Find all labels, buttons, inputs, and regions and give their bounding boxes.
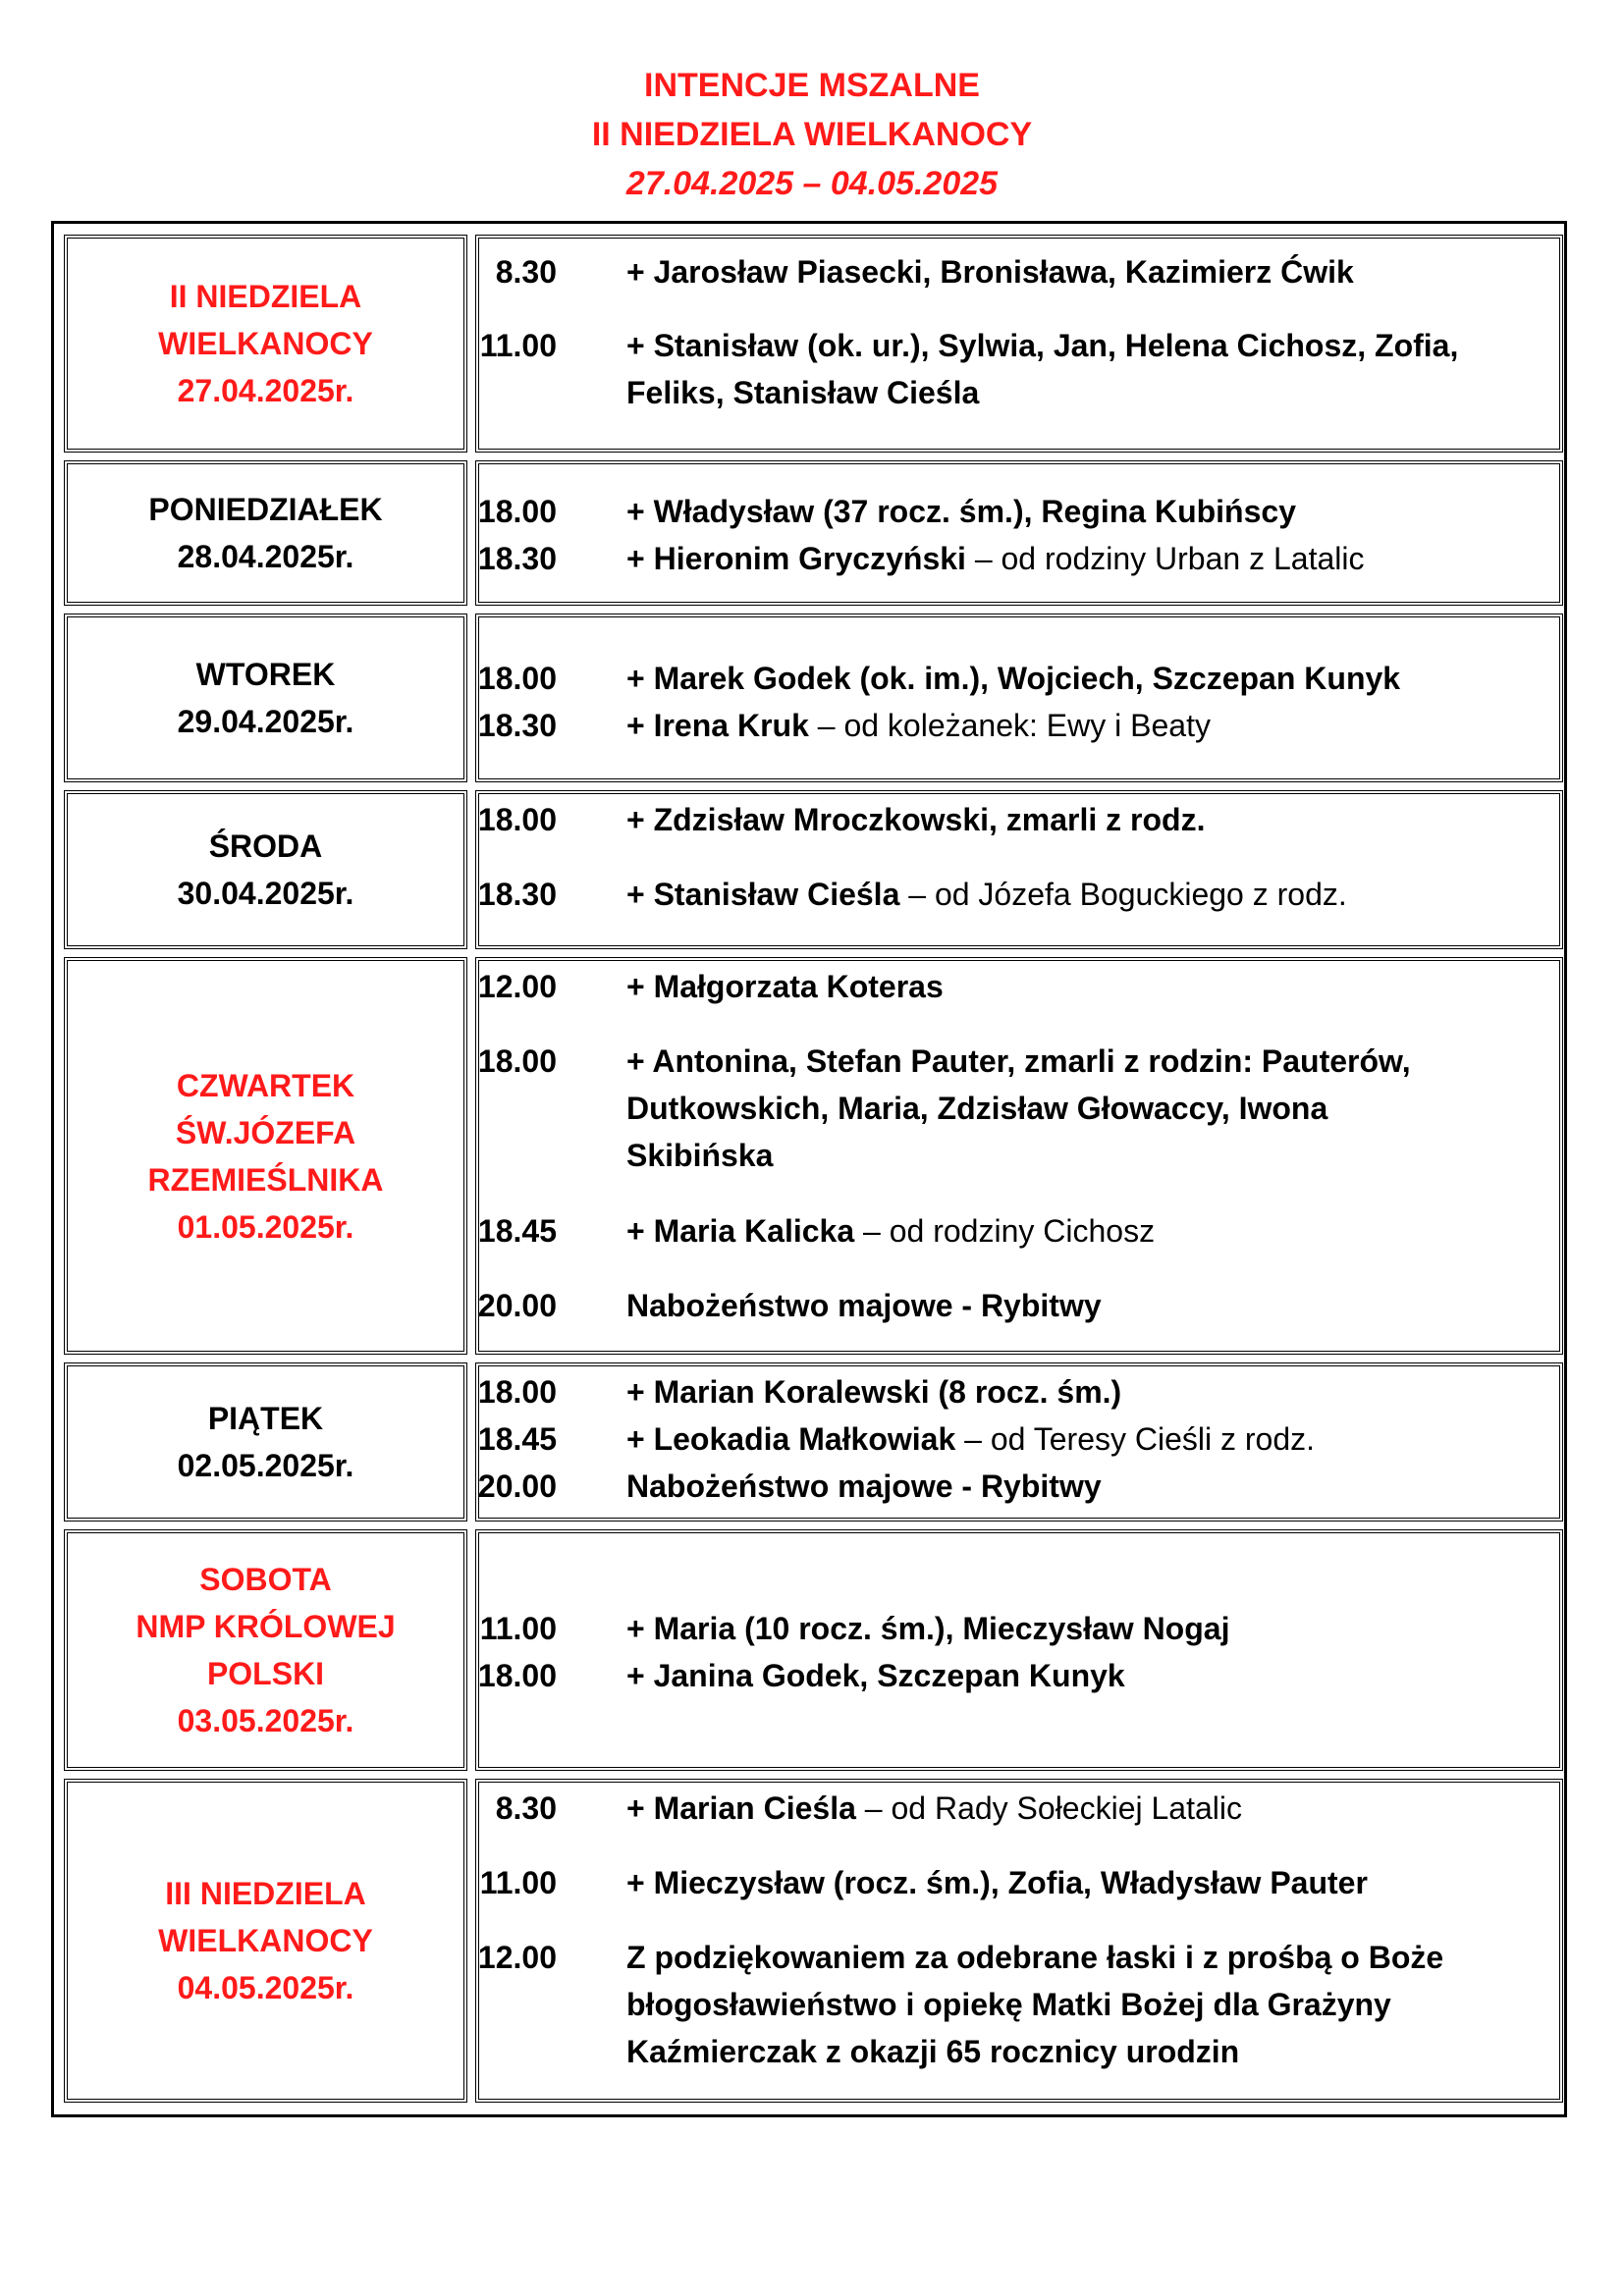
day-label-cell	[64, 1779, 467, 2103]
day-label	[148, 1062, 384, 1251]
day-label	[178, 651, 354, 745]
mass-time: 18.00	[477, 1374, 557, 1410]
day-label-line: WIELKANOCY	[158, 326, 373, 361]
mass-intention	[626, 1207, 1549, 1255]
intention-main: + Hieronim Gryczyński	[626, 541, 966, 576]
mass-time: 18.00	[477, 494, 557, 529]
mass-intention	[626, 1463, 1549, 1510]
day-label-line: PIĄTEK	[207, 1401, 324, 1436]
day-label	[148, 486, 382, 580]
intention-main: + Mieczysław (rocz. śm.), Zofia, Władysław Pauter	[626, 1865, 1368, 1900]
day-label	[158, 273, 373, 414]
mass-intentions-cell	[475, 1529, 1563, 1771]
day-label-cell	[64, 790, 467, 949]
day-label-line: ŚW.JÓZEFA	[175, 1114, 356, 1150]
day-label-cell	[64, 460, 467, 606]
mass-intention	[626, 963, 1549, 1010]
day-label-line: NMP KRÓLOWEJ	[135, 1609, 396, 1644]
mass-intention	[626, 1368, 1549, 1415]
day-label-line: 30.04.2025r.	[177, 876, 354, 911]
day-label-line: 29.04.2025r.	[177, 704, 354, 739]
mass-intentions-cell	[475, 235, 1563, 453]
intention-main: Nabożeństwo majowe - Rybitwy	[626, 1288, 1102, 1323]
mass-time: 18.00	[477, 1658, 557, 1693]
mass-time: 18.30	[477, 708, 557, 743]
schedule-table	[51, 221, 1567, 2117]
day-label-cell	[64, 1362, 467, 1522]
intention-main: + Władysław (37 rocz. śm.), Regina Kubińscy	[626, 494, 1296, 529]
mass-time: 18.00	[477, 802, 557, 837]
document-subtitle: II NIEDZIELA WIELKANOCY	[591, 116, 1033, 153]
mass-intention	[626, 1415, 1549, 1463]
mass-time: 8.30	[495, 254, 557, 290]
intention-donor: – od Teresy Cieśli z rodz.	[955, 1421, 1316, 1457]
mass-intention	[626, 1859, 1549, 1906]
intention-donor: – od Rady Sołeckiej Latalic	[855, 1790, 1242, 1826]
mass-time: 11.00	[479, 1865, 557, 1900]
mass-intention	[626, 655, 1549, 702]
day-label-line: 27.04.2025r.	[177, 373, 354, 408]
mass-time: 18.30	[477, 541, 557, 576]
day-label-line: RZEMIEŚLNIKA	[147, 1161, 384, 1198]
day-label-line: 04.05.2025r.	[177, 1970, 354, 2005]
intention-donor: – od rodziny Urban z Latalic	[965, 541, 1365, 576]
day-label-cell	[64, 957, 467, 1355]
mass-intentions-cell	[475, 460, 1563, 606]
intention-main: + Maria Kalicka	[626, 1213, 855, 1249]
intention-main: + Jarosław Piasecki, Bronisława, Kazimierz Ćwik	[626, 254, 1354, 290]
intention-main: + Maria (10 rocz. śm.), Mieczysław Nogaj	[626, 1611, 1230, 1646]
intention-main: + Zdzisław Mroczkowski, zmarli z rodz.	[626, 802, 1206, 837]
day-label-cell	[64, 614, 467, 782]
mass-time: 20.00	[477, 1288, 557, 1323]
mass-intention	[626, 535, 1549, 582]
intention-main: Nabożeństwo majowe - Rybitwy	[626, 1468, 1102, 1504]
day-label	[135, 1556, 395, 1744]
mass-time: 18.30	[477, 877, 557, 912]
intention-main: + Antonina, Stefan Pauter, zmarli z rodzin: Pauterów, Dutkowskich, Maria, Zdzisław Głowaccy, Iwona Skibińska	[626, 1043, 1411, 1173]
mass-intention	[626, 871, 1549, 918]
day-label	[178, 1395, 354, 1489]
mass-intentions-cell	[475, 614, 1563, 782]
mass-intentions-cell	[475, 1779, 1563, 2103]
mass-time: 12.00	[477, 1940, 557, 1975]
intention-main: + Leokadia Małkowiak	[626, 1421, 956, 1457]
intention-main: + Janina Godek, Szczepan Kunyk	[626, 1658, 1125, 1693]
mass-time: 20.00	[477, 1468, 557, 1504]
day-label-line: WIELKANOCY	[158, 1923, 373, 1958]
intention-main: + Irena Kruk	[626, 708, 809, 743]
mass-intention	[626, 1785, 1549, 1832]
mass-intention	[626, 796, 1549, 843]
intention-main: + Stanisław (ok. ur.), Sylwia, Jan, Helena Cichosz, Zofia, Feliks, Stanisław Cieśla	[626, 328, 1459, 410]
mass-intentions-cell	[475, 1362, 1563, 1522]
day-label-line: PONIEDZIAŁEK	[148, 492, 383, 527]
day-label-line: 03.05.2025r.	[177, 1703, 354, 1738]
mass-intention	[626, 1652, 1549, 1699]
day-label-line: SOBOTA	[199, 1562, 332, 1597]
document-date-range: 27.04.2025 – 04.05.2025	[625, 165, 999, 202]
day-label-line: WTOREK	[195, 657, 336, 692]
intention-main: + Małgorzata Koteras	[626, 969, 944, 1004]
day-label-cell	[64, 1529, 467, 1771]
mass-intention	[626, 1282, 1549, 1329]
day-label-line: 28.04.2025r.	[177, 539, 354, 574]
intention-main: Z podziękowaniem za odebrane łaski i z prośbą o Boże błogosławieństwo i opiekę Matki Bożej dla Grażyny Kaźmierczak z okazji 65 rocznicy urodzin	[626, 1940, 1444, 2069]
mass-time: 18.00	[477, 1043, 557, 1079]
intention-donor: – od rodziny Cichosz	[854, 1213, 1156, 1249]
mass-time: 11.00	[479, 328, 557, 363]
day-label-line: 01.05.2025r.	[177, 1208, 354, 1245]
day-label-line: ŚRODA	[208, 828, 323, 864]
mass-time: 18.45	[477, 1421, 557, 1457]
intention-main: + Marian Koralewski (8 rocz. śm.)	[626, 1374, 1122, 1410]
document-title: INTENCJE MSZALNE	[644, 67, 980, 104]
day-label-line: POLSKI	[206, 1656, 325, 1691]
day-label-line: III NIEDZIELA	[165, 1876, 366, 1911]
intention-donor: – od Józefa Boguckiego z rodz.	[899, 877, 1347, 912]
mass-intention	[626, 248, 1549, 295]
mass-time: 12.00	[477, 969, 557, 1004]
mass-intention	[626, 488, 1549, 535]
mass-intentions-cell	[475, 957, 1563, 1355]
mass-time: 11.00	[479, 1611, 557, 1646]
mass-intention	[626, 702, 1549, 749]
day-label	[158, 1870, 373, 2011]
intention-donor: – od koleżanek: Ewy i Beaty	[808, 708, 1211, 743]
day-label	[178, 823, 354, 917]
mass-intention	[626, 1038, 1549, 1179]
day-label-line: CZWARTEK	[176, 1067, 355, 1103]
document-header	[0, 61, 1624, 208]
intention-main: + Marek Godek (ok. im.), Wojciech, Szczepan Kunyk	[626, 661, 1401, 696]
intention-main: + Stanisław Cieśla	[626, 877, 900, 912]
mass-intention	[626, 1605, 1549, 1652]
mass-time: 18.00	[477, 661, 557, 696]
day-label-cell	[64, 235, 467, 453]
mass-intentions-cell	[475, 790, 1563, 949]
mass-time: 18.45	[477, 1213, 557, 1249]
intention-main: + Marian Cieśla	[626, 1790, 856, 1826]
day-label-line: 02.05.2025r.	[177, 1448, 354, 1483]
day-label-line: II NIEDZIELA	[169, 279, 362, 314]
mass-intention	[626, 1934, 1549, 2075]
mass-time: 8.30	[495, 1790, 557, 1826]
mass-intention	[626, 322, 1549, 416]
